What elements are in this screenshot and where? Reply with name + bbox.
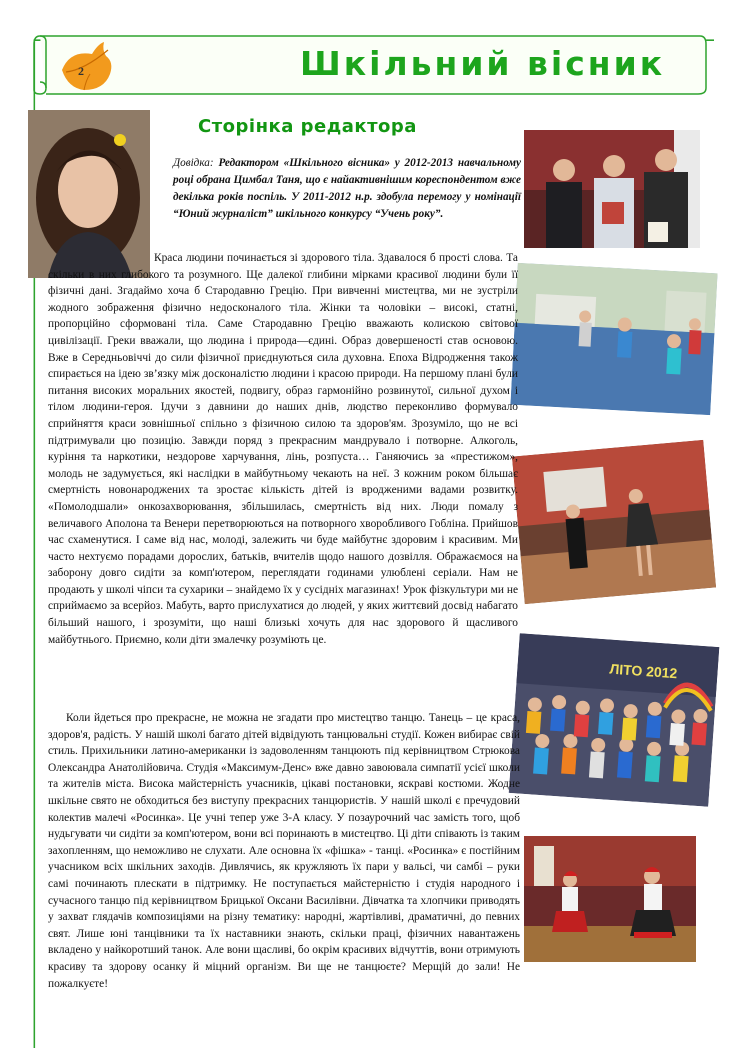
- article-paragraph-1: Краса людини починається зі здорового тіла. Здавалося б прості слова. Та скільки в них глибокого та розумного. Ще далекої глибини мірками красивої людини були її фізичні дані. Згадаймо хоча б Стародавню Грецію. При вивченні мистецтва, ми не зустріли жодного зображення фізично недосконалого тіла. Жінки та чоловіки – високі, статні, пропорційно сформовані тіла. Саме Стародавню Грецію вважають колискою світової цивілізації. Греки вважали, що людина і природа—єдині. Образ довершеності став основою. Вже в Середньовіччі до сили фізичної приєднуються сила духовна. Епоха Відродження також спирається на ідею зв’язку між досконалістю людини і красою природи. На першому плані були питання високих моральних якостей, подвигу, образ гармонійно розвинутої, сильної духом і тілом людини-героя. Ідучи з давнини до наших днів, людство переконливо формувало сприйняття краси зовнішньої спільно з фізичною силою та здоров'ям. Зрозуміло, що не всі підтримували цю позицію. Завжди поряд з прекрасним мандрувало і потворне. Алкоголь, куріння та наркотики, нездорове харчування, лінь, розпуста… Ганяючись за «престижом», молодь не задумується, які наслідки в майбутньому чекають на неї. З кожним роком більшає смертність новонароджених та зростає кількість дітей із вродженими вадами розвитку. «Помолодшали» онкозахворювання, збільшилась, смертність від них. Люди помалу з величавого Аполона та Венери перетворюються на потворного хворобливого Гобліна. Прийшов час схаменутися. І саме від нас, молоді, залежить чи буде майбутнє здоровим і красивим. Ми часто нехтуємо порадами дорослих, батьків, вчителів щодо нашого дозвілля. Ображаємося на заборону довго сидіти за комп'ютером, переглядати годинами улюблені серіали. Нам не продають у школі чіпси та сухарики – знайдемо їх у сусідніх магазинах! Урок фізкультури ми не сприймаємо за всерйоз. Мабуть, варто прислухатися до людей, у яких життєвий досвід набагато більший нашого, і зрозуміти, що наші близькі хочуть для нас здорового й щасливого майбутнього. Приємно, коли діти змалечку розуміють це.: [48, 252, 518, 646]
- dancers-stage-photo: [512, 440, 716, 604]
- editor-note: [173, 155, 521, 223]
- folk-dancers-photo: [524, 836, 696, 962]
- page-number: 2: [78, 64, 84, 78]
- leaf-icon: [56, 40, 116, 96]
- note-label: Довідка:: [173, 157, 214, 169]
- newsletter-title: Шкільний вісник: [300, 44, 666, 83]
- stage-banner-text: ЛІТО 2012: [609, 660, 678, 682]
- children-group-photo: [509, 633, 720, 807]
- note-text: Редактором «Шкільного вісника» у 2012-2013 навчальному році обрана Цимбал Таня, що є найактивнішим кореспондентом вже декілька років поспіль. У 2011-2012 н.р. здобула перемогу у номінації “Юний журналіст” шкільного конкурсу “Учень року”.: [173, 157, 521, 220]
- gym-photo: [510, 263, 717, 415]
- section-title: Сторінка редактора: [198, 116, 417, 137]
- award-boys-photo: [524, 130, 700, 248]
- article-paragraph-2: Коли йдеться про прекрасне, не можна не згадати про мистецтво танцю. Танець – це краса, здоров'я, радість. У нашій школі багато дітей відвідують танцювальні студії. Кожен вибирає свій стиль. Прихильники латино-американки із задоволенням танцюють під керівництвом Стрюкова Олександра Анатолійовича. Студія «Максимум-Денс» вже давно завоювала симпатії усієї школи та жителів міста. Висока майстерність учасників, цікаві постановки, яскраві костюми. Жодне шкільне свято не обходиться без виступу прекрасних танцюристів. У нашій школі є пречудовий колектив малечі «Росинка». Це учні тепер уже 3-А класу. У позаурочний час замість того, щоб нудьгувати чи сидіти за комп'ютером, вони всі поринають в мистецтво. Ці діти співають із таким захопленням, що неможливо не слухати. Але основна їх «фішка» - танці. «Росинка» є постійним учасником всіх шкільних заходів. Дивлячись, як кружляють їх пари у вальсі, чи самбі – руки самі починають плескати в підтримку. Не поступається майстерністю і студія народного і сучасного танцю під керівництвом Брицької Оксани Василівни. Дівчатка та хлопчики приводять у захват глядачів композиціями на різну тематику: народні, жартівливі, драматичні, до певних свят. Лише юні танцівники та їх наставники знають, скільки праці, фізичних навантажень вкладено у найкоротший танок. Але вони щасливі, бо окрім красивих відчуттів, вони отримують красиву та здорову осанку й міцний організм. Ви ще не танцюєте? Мерщій до зали! Не пожалкуєте!: [48, 712, 520, 990]
